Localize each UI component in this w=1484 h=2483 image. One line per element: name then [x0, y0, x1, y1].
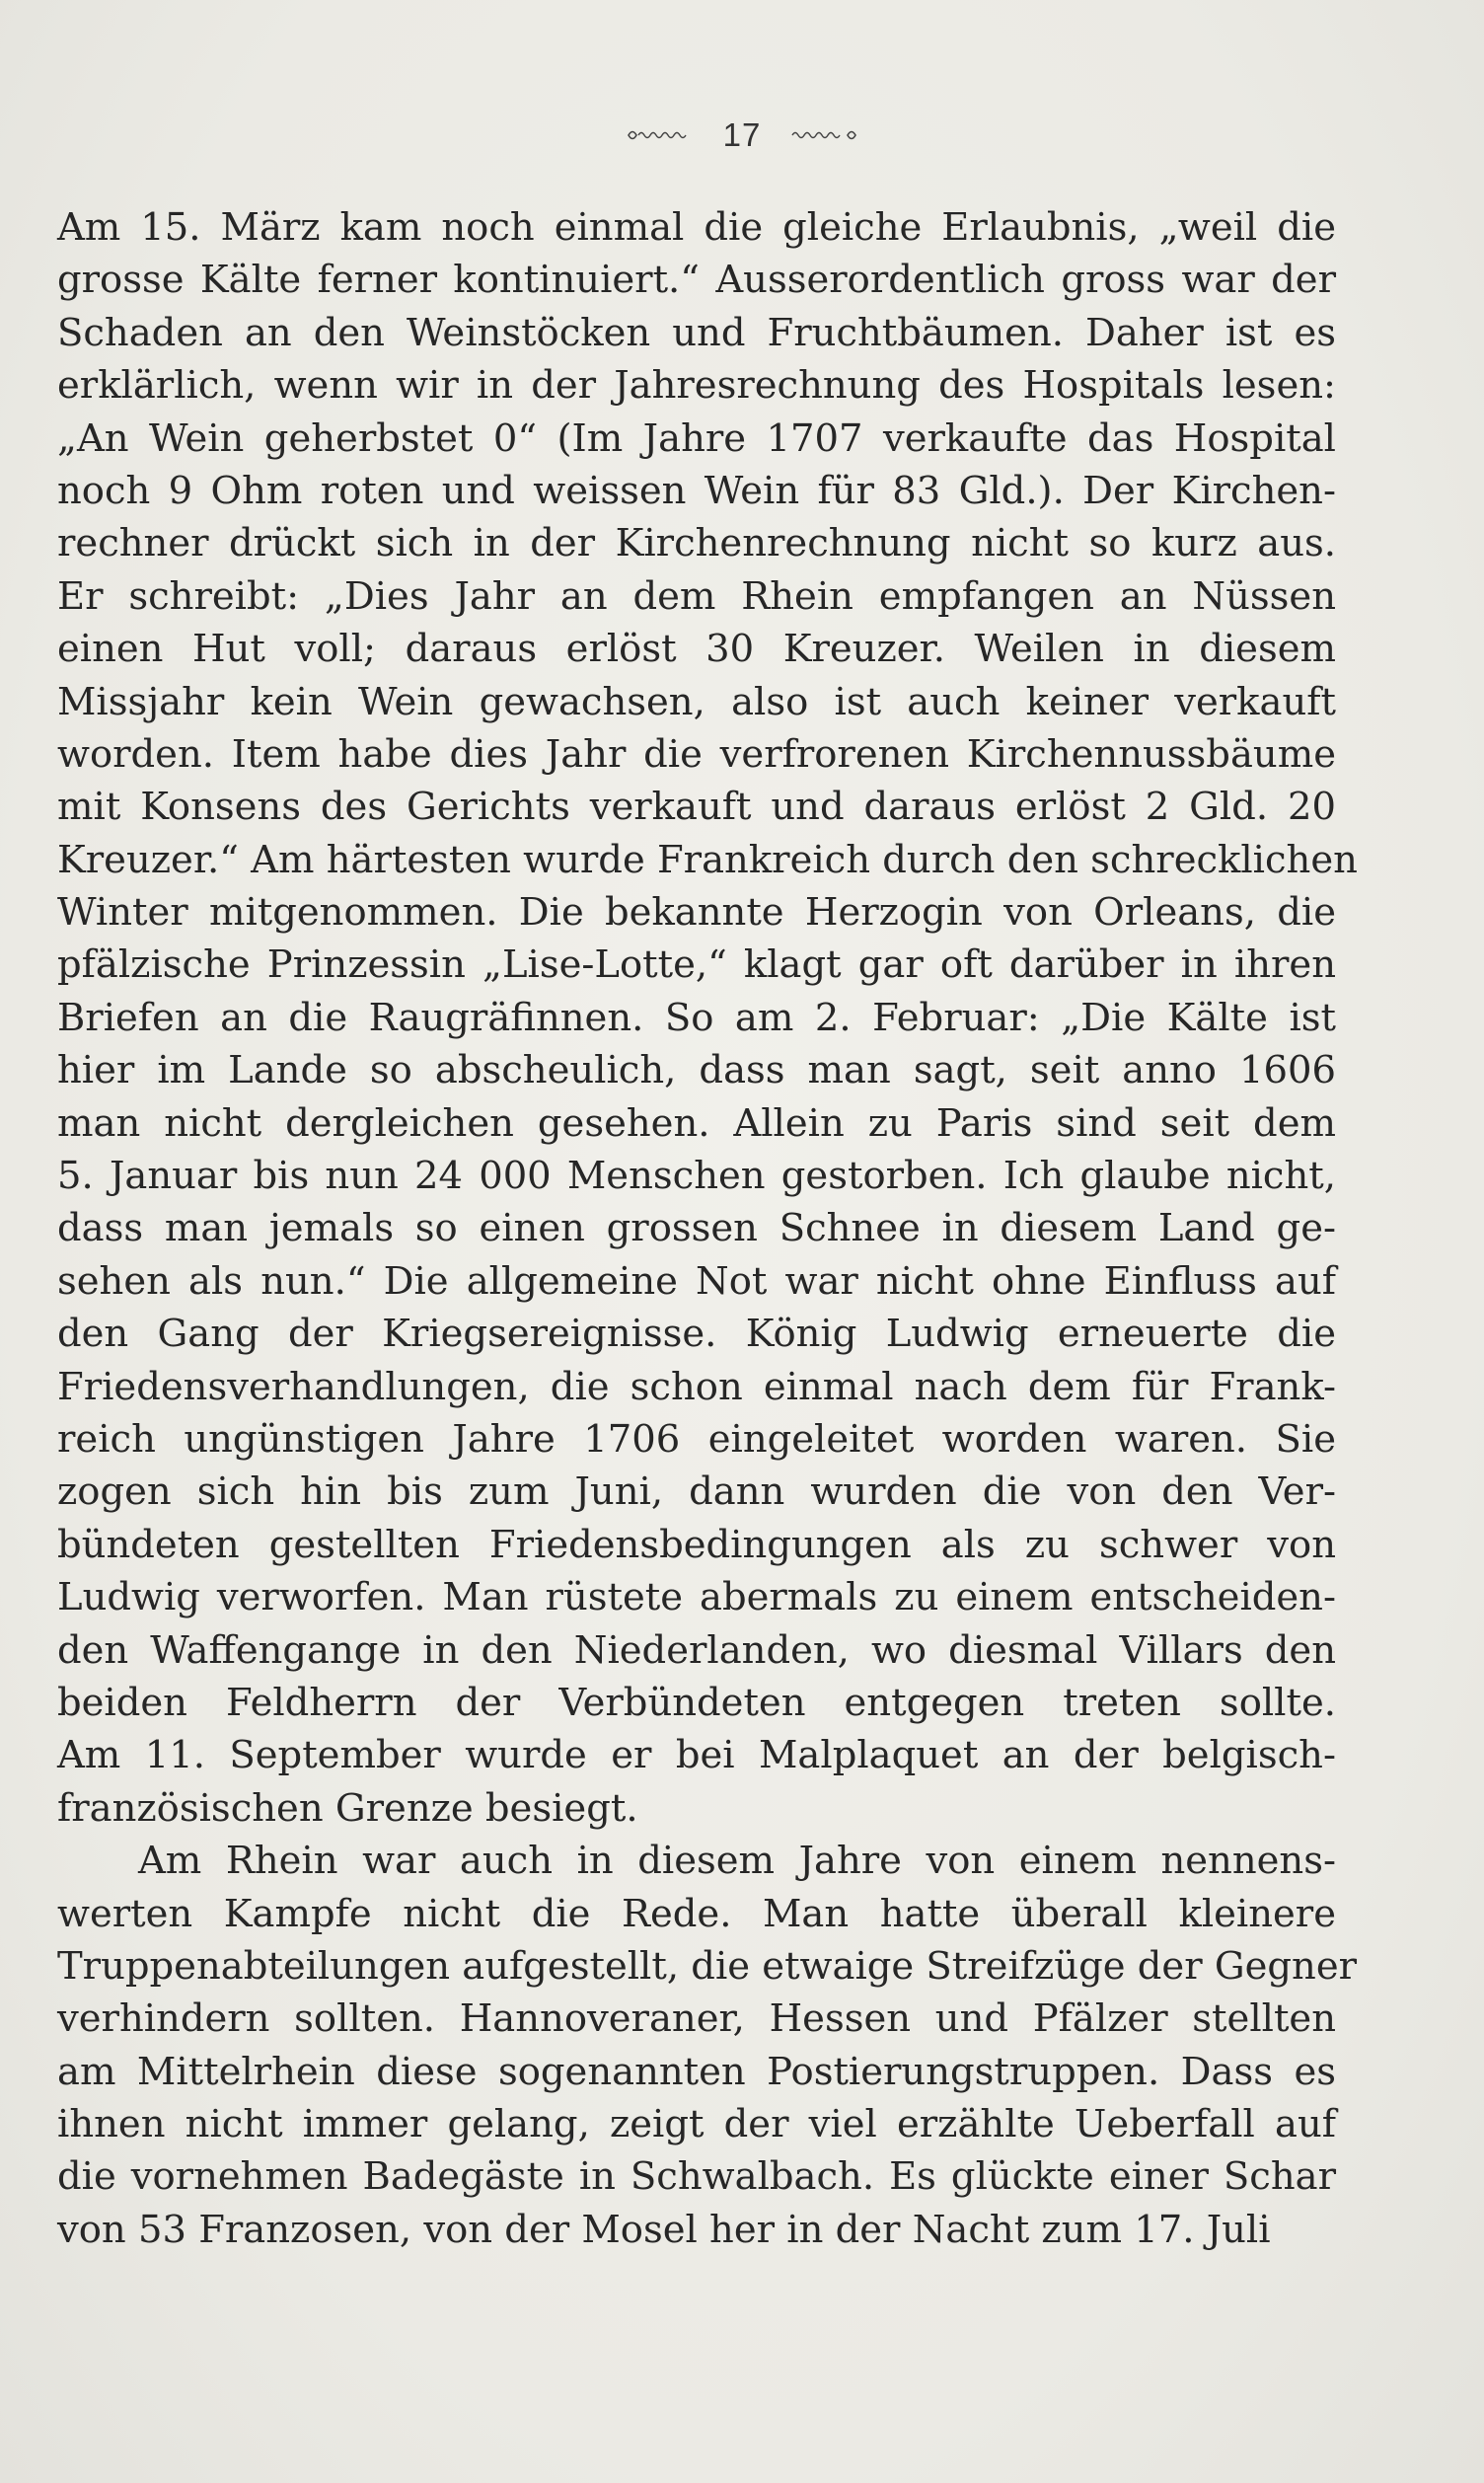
- text-line: Friedensverhandlungen, die schon einmal nach dem für Frank-: [57, 1364, 1336, 1409]
- text-line: erklärlich, wenn wir in der Jahresrechnung des Hospitals lesen:: [57, 363, 1336, 409]
- text-line: einen Hut voll; daraus erlöst 30 Kreuzer. Weilen in diesem: [57, 627, 1336, 672]
- text-line: Missjahr kein Wein gewachsen, also ist auch keiner verkauft: [57, 679, 1336, 724]
- text-line: am Mittelrhein diese sogenannten Postierungstruppen. Dass es: [57, 2049, 1336, 2094]
- ornament-right-icon: [790, 126, 859, 144]
- text-line: Truppenabteilungen aufgestellt, die etwaige Streifzüge der Gegner: [57, 1943, 1358, 1989]
- text-line: rechner drückt sich in der Kirchenrechnung nicht so kurz aus.: [57, 521, 1336, 566]
- body-text: [57, 201, 1358, 2256]
- text-line: bündeten gestellten Friedensbedingungen als zu schwer von: [57, 1522, 1336, 1567]
- text-line: die vornehmen Badegäste in Schwalbach. Es glückte einer Schar: [57, 2154, 1336, 2200]
- text-line: französischen Grenze besiegt.: [57, 1785, 638, 1831]
- text-line: Winter mitgenommen. Die bekannte Herzogin von Orleans, die: [57, 890, 1336, 936]
- text-line: den Waffengange in den Niederlanden, wo diesmal Villars den: [57, 1627, 1336, 1673]
- text-line: worden. Item habe dies Jahr die verfrorenen Kirchennussbäume: [57, 731, 1336, 777]
- page-header: [0, 111, 1484, 157]
- text-line: man nicht dergleichen gesehen. Allein zu Paris sind seit dem: [57, 1100, 1336, 1146]
- text-line: den Gang der Kriegsereignisse. König Ludwig erneuerte die: [57, 1312, 1336, 1357]
- text-line: beiden Feldherrn der Verbündeten entgegen treten sollte.: [57, 1680, 1336, 1725]
- text-line: zogen sich hin bis zum Juni, dann wurden die von den Ver-: [57, 1469, 1336, 1515]
- text-line: ihnen nicht immer gelang, zeigt der viel erzählte Ueberfall auf: [57, 2102, 1336, 2147]
- text-line: grosse Kälte ferner kontinuiert.“ Ausserordentlich gross war der: [57, 258, 1336, 303]
- text-line: 5. Januar bis nun 24 000 Menschen gestorben. Ich glaube nicht,: [57, 1154, 1336, 1199]
- text-line: Am 15. März kam noch einmal die gleiche Erlaubnis, „weil die: [57, 205, 1336, 250]
- text-line: Schaden an den Weinstöcken und Fruchtbäumen. Daher ist es: [57, 310, 1336, 355]
- text-line: hier im Lande so abscheulich, dass man sagt, seit anno 1606: [57, 1048, 1336, 1093]
- text-line: Kreuzer.“ Am härtesten wurde Frankreich durch den schrecklichen: [57, 837, 1358, 882]
- ornament-left-icon: [625, 126, 694, 144]
- text-line: reich ungünstigen Jahre 1706 eingeleitet worden waren. Sie: [57, 1416, 1336, 1462]
- text-line: sehen als nun.“ Die allgemeine Not war nicht ohne Einfluss auf: [57, 1258, 1336, 1304]
- text-line: verhindern sollten. Hannoveraner, Hessen und Pfälzer stellten: [57, 1996, 1336, 2042]
- text-line: noch 9 Ohm roten und weissen Wein für 83 Gld.). Der Kirchen-: [57, 468, 1336, 513]
- text-line: Am Rhein war auch in diesem Jahre von einem nennens-: [138, 1839, 1336, 1884]
- page-number: 17: [722, 115, 762, 153]
- text-line: werten Kampfe nicht die Rede. Man hatte überall kleinere: [57, 1891, 1336, 1936]
- text-line: Ludwig verworfen. Man rüstete abermals zu einem entscheiden-: [57, 1575, 1336, 1620]
- text-line: von 53 Franzosen, von der Mosel her in der Nacht zum 17. Juli: [57, 2207, 1271, 2252]
- text-line: pfälzische Prinzessin „Lise-Lotte,“ klagt gar oft darüber in ihren: [57, 942, 1336, 988]
- text-line: „An Wein geherbstet 0“ (Im Jahre 1707 verkaufte das Hospital: [57, 415, 1336, 461]
- text-line: mit Konsens des Gerichts verkauft und daraus erlöst 2 Gld. 20: [57, 785, 1336, 830]
- text-line: Er schreibt: „Dies Jahr an dem Rhein empfangen an Nüssen: [57, 573, 1336, 619]
- text-line: Am 11. September wurde er bei Malplaquet an der belgisch-: [57, 1733, 1336, 1778]
- text-line: dass man jemals so einen grossen Schnee in diesem Land ge-: [57, 1206, 1336, 1251]
- text-line: Briefen an die Raugräfinnen. So am 2. Februar: „Die Kälte ist: [57, 995, 1336, 1040]
